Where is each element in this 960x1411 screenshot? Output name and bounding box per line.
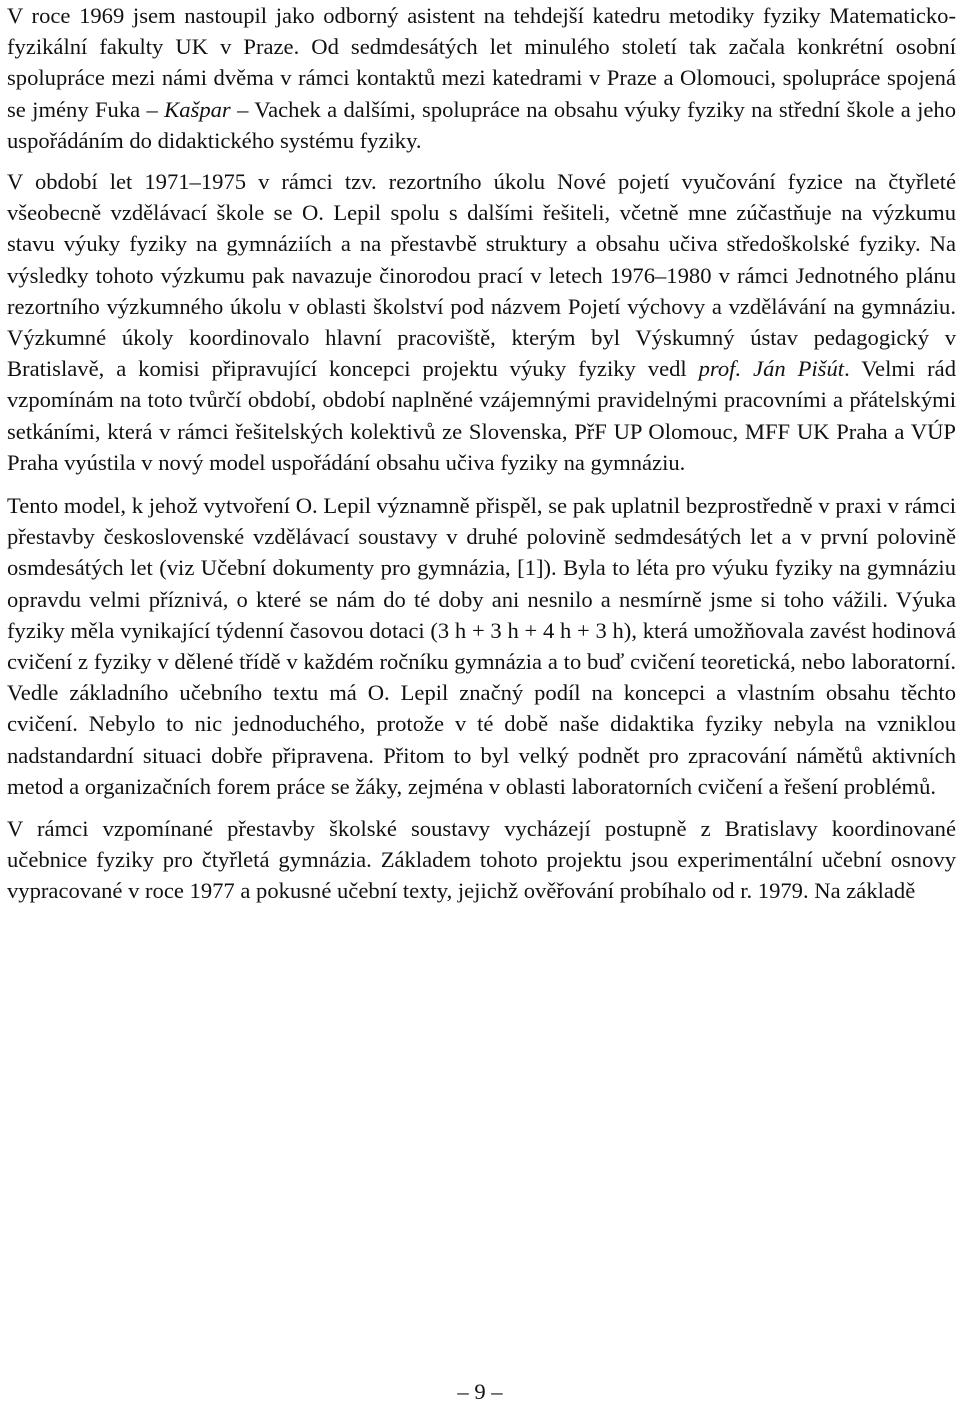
paragraph-2 (7, 166, 956, 478)
paragraph-1-text-a: V roce 1969 jsem nastoupil jako odborný asistent na tehdejší katedru metodiky fyziky Matematicko-fyzikální fakulty UK v Praze. Od sedmdesátých let minulého století tak začala konkrétní osobní spolupráce mezi námi dvěma v rámci kontaktů mezi katedrami v Praze a Olomouci, spolupráce spojená se jmény Fuka – (7, 3, 956, 122)
document-page (7, 0, 956, 907)
name-kaspar: Kašpar (164, 96, 231, 122)
paragraph-3-text: Tento model, k jehož vytvoření O. Lepil významně přispěl, se pak uplatnil bezprostředně v praxi v rámci přestavby československé vzdělávací soustavy v druhé polovině sedmdesátých let a v první polovině osmdesátých let (viz Učební dokumenty pro gymnázia, [1]). Byla to léta pro výuku fyziky na gymnáziu opravdu velmi příznivá, o které se nám do té doby ani nesnilo a nesmírně jsme si toho vážili. Výuka fyziky měla vynikající týdenní časovou dotaci (3 h + 3 h + 4 h + 3 h), která umožňovala zavést hodinová cvičení z fyziky v dělené třídě v každém ročníku gymnázia a to buď cvičení teoretická, nebo laboratorní. Vedle základního učebního textu má O. Lepil značný podíl na koncepci a vlastním obsahu těchto cvičení. Nebylo to nic jednoduchého, protože v té době naše didaktika fyziky nebyla na vzniklou nadstandardní situaci dobře připravena. Přitom to byl velký podnět pro zpracování námětů aktivních metod a organizačních forem práce se žáky, zejména v oblasti laboratorních cvičení a řešení problémů. (7, 493, 956, 799)
paragraph-4 (7, 813, 956, 907)
paragraph-2-text-b: . Velmi rád vzpomínám na toto tvůrčí období, období naplněné vzájemnými pravidelnými pracovními a přátelskými setkáními, která v rámci řešitelských kolektivů ze Slovenska, PřF UP Olomouc, MFF UK Praha a VÚP Praha vyústila v nový model uspořádání obsahu učiva fyziky na gymnáziu. (7, 356, 957, 475)
name-pisut: prof. Ján Pišút (698, 356, 845, 382)
paragraph-1-text-b: – Vachek a dalšími, spolupráce na obsahu výuky fyziky na střední škole a jeho uspořádáním do didaktického systému fyziky. (7, 96, 956, 153)
paragraph-3 (7, 490, 956, 802)
paragraph-2-text-a: V období let 1971–1975 v rámci tzv. rezortního úkolu Nové pojetí vyučování fyzice na čtyřleté všeobecně vzdělávací škole se O. Lepil spolu s dalšími řešiteli, včetně mne zúčastňuje na výzkumu stavu výuky fyziky na gymnáziích a na přestavbě struktury a obsahu učiva středoškolské fyziky. Na výsledky tohoto výzkumu pak navazuje činorodou prací v letech 1976–1980 v rámci Jednotného plánu rezortního výzkumného úkolu v oblasti školství pod názvem Pojetí výchovy a vzdělávání na gymnáziu. Výzkumné úkoly koordinovalo hlavní pracoviště, kterým byl Výskumný ústav pedagogický v Bratislavě, a komisi připravující koncepci projektu výuky fyziky vedl (7, 169, 956, 382)
paragraph-4-text: V rámci vzpomínané přestavby školské soustavy vycházejí postupně z Bratislavy koordinované učebnice fyziky pro čtyřletá gymnázia. Základem tohoto projektu jsou experimentální učební osnovy vypracované v roce 1977 a pokusné učební texty, jejichž ověřování probíhalo od r. 1979. Na základě (7, 816, 956, 904)
paragraph-1 (7, 0, 956, 156)
page-number: – 9 – (457, 1379, 503, 1404)
